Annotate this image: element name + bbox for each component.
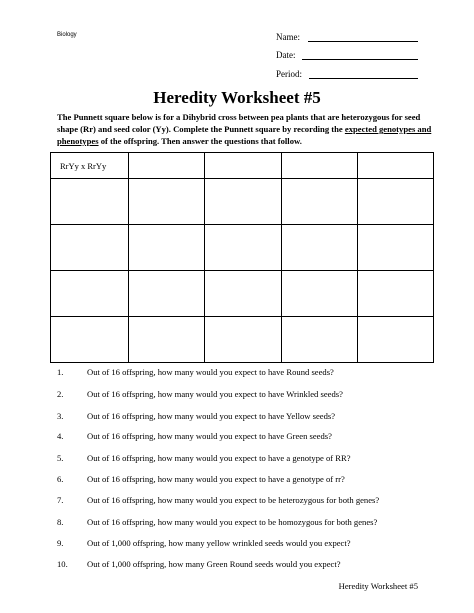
punnett-cell[interactable]: [129, 179, 205, 225]
question-number: 7.: [57, 495, 64, 505]
question-number: 10.: [57, 559, 68, 569]
question-text: Out of 16 offspring, how many would you expect to be homozygous for both genes?: [87, 517, 378, 527]
question-text: Out of 16 offspring, how many would you expect to be heterozygous for both genes?: [87, 495, 380, 505]
period-field[interactable]: [309, 68, 418, 79]
name-label: Name:: [276, 32, 300, 42]
question-item: [57, 517, 377, 527]
punnett-square: [50, 152, 434, 363]
punnett-cell[interactable]: [129, 153, 205, 179]
name-field[interactable]: [308, 31, 418, 42]
question-item: [57, 431, 332, 441]
question-number: 4.: [57, 431, 64, 441]
punnett-cell[interactable]: [129, 317, 205, 363]
punnett-cell[interactable]: [51, 317, 129, 363]
punnett-corner-cell: [51, 153, 129, 179]
punnett-cell[interactable]: [51, 225, 129, 271]
question-text: Out of 1,000 offspring, how many yellow wrinkled seeds would you expect?: [87, 538, 351, 548]
punnett-cell[interactable]: [281, 179, 357, 225]
question-item: [57, 453, 351, 463]
punnett-cell[interactable]: [51, 179, 129, 225]
question-item: [57, 411, 335, 421]
punnett-cell[interactable]: [205, 317, 281, 363]
punnett-cell[interactable]: [51, 271, 129, 317]
punnett-cell[interactable]: [129, 271, 205, 317]
date-field[interactable]: [302, 49, 418, 60]
date-label: Date:: [276, 50, 296, 60]
punnett-cell[interactable]: [205, 225, 281, 271]
punnett-cell[interactable]: [357, 153, 433, 179]
question-text: Out of 1,000 offspring, how many Green Round seeds would you expect?: [87, 559, 341, 569]
question-text: Out of 16 offspring, how many would you expect to have a genotype of RR?: [87, 453, 351, 463]
question-item: [57, 559, 341, 569]
question-number: 5.: [57, 453, 64, 463]
instructions-text: The Punnett square below is for a Dihybrid cross between pea plants that are heterozygous for seed shape (Rr) and seed color (Yy). Complete the Punnett square by recording the: [57, 112, 421, 134]
question-item: [57, 495, 379, 505]
question-number: 8.: [57, 517, 64, 527]
punnett-cell[interactable]: [281, 271, 357, 317]
question-text: Out of 16 offspring, how many would you expect to have a genotype of rr?: [87, 474, 345, 484]
punnett-cell[interactable]: [357, 179, 433, 225]
instructions-text-end: of the offspring. Then answer the questions that follow.: [98, 136, 302, 146]
question-text: Out of 16 offspring, how many would you expect to have Green seeds?: [87, 431, 332, 441]
question-number: 2.: [57, 389, 64, 399]
period-label: Period:: [276, 69, 302, 79]
question-item: [57, 538, 351, 548]
instructions-underlined: expected genotypes and phenotypes: [57, 124, 432, 146]
instructions: [57, 111, 437, 147]
punnett-cell[interactable]: [357, 225, 433, 271]
punnett-cell[interactable]: [357, 271, 433, 317]
punnett-cell[interactable]: [281, 153, 357, 179]
punnett-cell[interactable]: [281, 225, 357, 271]
cross-label: RrYy x RrYy: [60, 161, 107, 171]
worksheet-title: Heredity Worksheet #5: [153, 88, 321, 107]
question-number: 9.: [57, 538, 64, 548]
question-text: Out of 16 offspring, how many would you expect to have Wrinkled seeds?: [87, 389, 343, 399]
punnett-cell[interactable]: [357, 317, 433, 363]
question-item: [57, 389, 343, 399]
question-item: [57, 367, 334, 377]
punnett-cell[interactable]: [205, 179, 281, 225]
question-text: Out of 16 offspring, how many would you expect to have Round seeds?: [87, 367, 334, 377]
footer-title: Heredity Worksheet #5: [338, 581, 418, 591]
course-label: Biology: [57, 32, 77, 38]
punnett-cell[interactable]: [205, 153, 281, 179]
question-number: 6.: [57, 474, 64, 484]
question-item: [57, 474, 345, 484]
punnett-cell[interactable]: [281, 317, 357, 363]
punnett-cell[interactable]: [205, 271, 281, 317]
punnett-cell[interactable]: [129, 225, 205, 271]
question-text: Out of 16 offspring, how many would you expect to have Yellow seeds?: [87, 411, 336, 421]
question-number: 1.: [57, 367, 64, 377]
question-number: 3.: [57, 411, 64, 421]
